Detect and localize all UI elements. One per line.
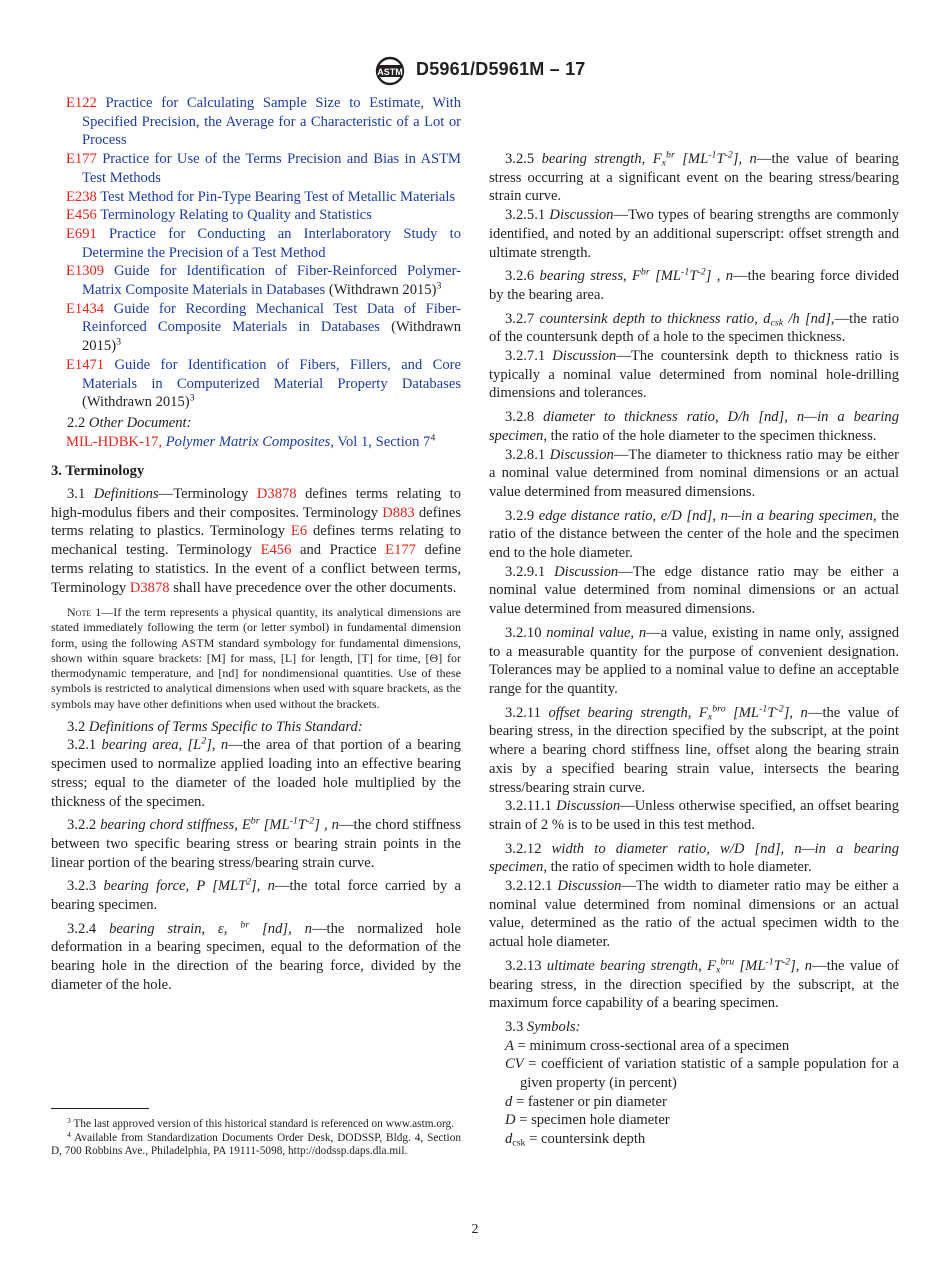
withdrawn-note: (Withdrawn 2015) (82, 319, 461, 355)
paragraph-3-2: 3.2 Definitions of Terms Specific to This Standard: (67, 718, 363, 735)
footnote-ref[interactable]: 3 (189, 392, 195, 404)
definition-3-2-9: 3.2.9 edge distance ratio, e/D [nd], n—in a bearing specimen, the ratio of the distance between the center of the hole and the specimen end to the hole diameter. (489, 507, 899, 562)
definition-3-2-3: 3.2.3 bearing force, P [MLT$^2$], n—the total force carried by a bearing specimen. (51, 876, 462, 914)
definition-3-2-12: 3.2.12 width to diameter ratio, w/D [nd], n—in a bearing specimen, the ratio of specimen width to hole diameter. (489, 840, 899, 876)
reference-item (51, 94, 461, 150)
section-2-2-heading: 2.2 Other Document: (67, 414, 192, 431)
reference-code-link[interactable]: E1471 (66, 356, 105, 373)
discussion-3-2-8-1: 3.2.8.1 Discussion—The diameter to thickness ratio may be either a nominal value determined from nominal dimensions or an actual value determined from measured dimensions. (489, 446, 899, 500)
reference-link[interactable]: E177 (385, 542, 416, 559)
reference-code-link[interactable]: MIL-HDBK-17, (66, 433, 163, 450)
reference-list (51, 94, 461, 412)
symbol-item: D = specimen hole diameter (505, 1112, 670, 1129)
reference-item (51, 188, 461, 207)
definition-3-2-8: 3.2.8 diameter to thickness ratio, D/h [nd], n—in a bearing specimen, the ratio of the hole diameter to the specimen thickness. (489, 409, 899, 444)
reference-title-link[interactable]: Guide for Identification of Fiber-Reinforced Polymer-Matrix Composite Materials in Databases (82, 263, 461, 299)
svg-text:ASTM: ASTM (377, 67, 403, 77)
definition-3-2-11: 3.2.11 offset bearing strength, $F_x^{bro}$ $[ML^{-1}T^{-2}]$, n—the value of bearing stress, in the direction specified by the subscript, at the point where a bearing chord stiffness line, offset along the bearing strain axis by a specified bearing strain value, intersects the bearing stress/bearing strain curve. (489, 703, 900, 796)
symbol-item: CV = coefficient of variation statistic of a sample population for a given property (in percent) (505, 1056, 899, 1092)
definition-3-2-6: 3.2.6 bearing stress, $F^{br}$ $[ML^{-1}T^{-2}]$ , n—the bearing force divided by the bearing area. (489, 266, 900, 303)
paragraph-3-1: 3.1 Definitions—Terminology D3878 defines terms relating to high-modulus fibers and their composites. Terminology D883 defines terms relating to plastics. Terminology E6 defines terms relating to mechanical testing. Terminology E456 and Practice E177 define terms relating to statistics. In the event of a conflict between terms, Terminology D3878 shall have precedence over the other documents. (51, 486, 461, 596)
symbol-item: A = minimum cross-sectional area of a specimen (505, 1037, 790, 1054)
footnote-3: $^3$ The last approved version of this historical standard is referenced on www.astm.org. (67, 1115, 454, 1130)
discussion-3-2-11-1: 3.2.11.1 Discussion—Unless otherwise specified, an offset bearing strain of 2 % is to be used in this test method. (489, 798, 899, 833)
discussion-3-2-9-1: 3.2.9.1 Discussion—The edge distance ratio may be either a nominal value determined from nominal dimensions or an actual value determined from measured dimensions. (489, 563, 899, 618)
discussion-3-2-5-1: 3.2.5.1 Discussion—Two types of bearing strengths are commonly identified, and noted by an additional superscript: offset strength and ultimate strength. (489, 207, 899, 261)
reference-item (51, 225, 461, 262)
reference-code-link[interactable]: E238 (66, 188, 97, 205)
footnote-divider (51, 1108, 149, 1109)
section-3-3-heading: 3.3 Symbols: (505, 1018, 581, 1035)
definition-3-2-5: 3.2.5 bearing strength, $F_x^{br}$ $[ML^{-1}T^{-2}]$, n—the value of bearing stress occurring at a significant event on the bearing stress/bearing strain curve. (489, 149, 899, 205)
standard-designation: D5961/D5961M – 17 (416, 59, 586, 79)
footnote-ref[interactable]: 3 (436, 280, 442, 292)
reference-title-link[interactable]: Terminology Relating to Quality and Statistics (100, 207, 372, 224)
footnote-4: $^4$ Available from Standardization Documents Order Desk, DODSSP, Bldg. 4, Section D, 700 Robbins Ave., Philadelphia, PA 19111-5098, http://dodssp.daps.dla.mil. (51, 1129, 461, 1158)
reference-code-link[interactable]: E691 (66, 225, 97, 242)
reference-item (51, 150, 461, 187)
reference-title-link[interactable]: Practice for Conducting an Interlaboratory Study to Determine the Precision of a Test Method (82, 225, 461, 261)
reference-title-link[interactable]: Practice for Calculating Sample Size to Estimate, With Specified Precision, the Average for a Characteristic of a Lot or Process (82, 95, 461, 149)
footnotes (51, 1115, 461, 1159)
page-number: 2 (471, 1222, 479, 1237)
reference-title-link[interactable]: Test Method for Pin-Type Bearing Test of Metallic Materials (100, 188, 456, 205)
continued-text-spacer (489, 94, 899, 150)
discussion-3-2-7-1: 3.2.7.1 Discussion—The countersink depth to thickness ratio is typically a nominal value determined from nominal hole-drilling dimensions and tolerances. (489, 348, 899, 402)
discussion-3-2-12-1: 3.2.12.1 Discussion—The width to diameter ratio may be either a nominal value determined from nominal dimensions or an actual value, determined as the ratio of the actual specimen width to the actual hole diameter. (489, 878, 899, 951)
reference-link[interactable]: E456 (260, 542, 292, 559)
reference-item (51, 356, 461, 412)
footnote-ref[interactable]: 3 (116, 336, 122, 348)
reference-title-link[interactable]: Practice for Use of the Terms Precision and Bias in ASTM Test Methods (82, 151, 461, 186)
reference-link[interactable]: D3878 (129, 579, 170, 596)
definition-3-2-1: 3.2.1 bearing area, $[L^2]$, n—the area of that portion of a bearing specimen used to normalize applied loading into an effective bearing stress; equal to the diameter of the loaded hole multiplied by the thickness of the specimen. (51, 735, 461, 810)
withdrawn-note: (Withdrawn 2015) (82, 394, 190, 411)
reference-title-link[interactable]: Guide for Recording Mechanical Test Data of Fiber-Reinforced Composite Materials in Databases (82, 300, 461, 336)
definition-3-2-10: 3.2.10 nominal value, n—a value, existing in name only, assigned to a measurable quantity for the purpose of convenient designation. Tolerances may be applied to a nominal value to define an acceptable range for the quantity. (489, 624, 899, 697)
left-column (51, 94, 461, 995)
symbols-list (489, 1037, 899, 1149)
definition-3-2-4: 3.2.4 bearing strain, ε, $^{br}$ [nd], n—the normalized hole deformation in a bearing specimen, equal to the deformation of the bearing hole in the direction of the bearing force, divided by the diameter of the hole. (51, 919, 461, 993)
reference-item (51, 262, 461, 299)
withdrawn-note: (Withdrawn 2015) (325, 282, 437, 299)
reference-code-link[interactable]: E177 (66, 151, 97, 168)
reference-code-link[interactable]: E456 (66, 207, 97, 224)
reference-code-link[interactable]: E1309 (66, 263, 105, 280)
reference-link[interactable]: E6 (290, 523, 308, 540)
definition-3-2-2: 3.2.2 bearing chord stiffness, $E^{br}$ $[ML^{-1}T^{-2}]$ , n—the chord stiffness between two specific bearing stress or bearing strain points in the linear portion of the bearing stress/bearing strain curve. (51, 815, 461, 871)
reference-item (51, 206, 461, 225)
reference-link[interactable]: D883 (382, 504, 415, 521)
section-3-heading: 3. Terminology (51, 463, 145, 480)
other-document-item: MIL-HDBK-17, Polymer Matrix Composites, Vol 1, Section $7^4$ (66, 432, 436, 450)
reference-code-link[interactable]: E122 (66, 95, 97, 111)
reference-title-link[interactable]: Guide for Identification of Fibers, Fillers, and Core Materials in Computerized Material Property Databases (82, 356, 461, 392)
reference-link[interactable]: D3878 (256, 486, 297, 503)
page-header (0, 56, 950, 86)
right-column (489, 94, 899, 1149)
footnote-ref[interactable]: 4 (430, 432, 436, 444)
reference-title-link[interactable]: Polymer Matrix Composites (165, 433, 331, 450)
note-1: Note 1—If the term represents a physical quantity, its analytical dimensions are stated immediately following the term (or letter symbol) in fundamental dimension form, using the following ASTM standard symbology for fundamental dimensions, shown within square brackets: [M] for mass, [L] for length, [T] for time, [Θ] for thermodynamic temperature, and [nd] for nondimensional quantities. Use of these symbols is restricted to analytical dimensions when used with square brackets, as the symbols may have other definitions when used without the brackets. (51, 605, 461, 711)
definition-3-2-13: 3.2.13 ultimate bearing strength, $F_x^{bru}$ $[ML^{-1}T^{-2}]$, n—the value of bearing stress, in the direction specified by the subscript, at the maximum force capability of a bearing specimen. (489, 956, 899, 1012)
reference-item (51, 300, 461, 356)
reference-code-link[interactable]: E1434 (66, 300, 105, 317)
symbol-item: $d_{csk}$ = countersink depth (505, 1131, 646, 1149)
symbol-item: d = fastener or pin diameter (505, 1093, 667, 1110)
definition-3-2-7: 3.2.7 countersink depth to thickness ratio, $d_{csk}$ /h [nd],—the ratio of the countersunk depth of a hole to the specimen thickness. (489, 310, 899, 346)
astm-logo-icon (371, 56, 409, 86)
